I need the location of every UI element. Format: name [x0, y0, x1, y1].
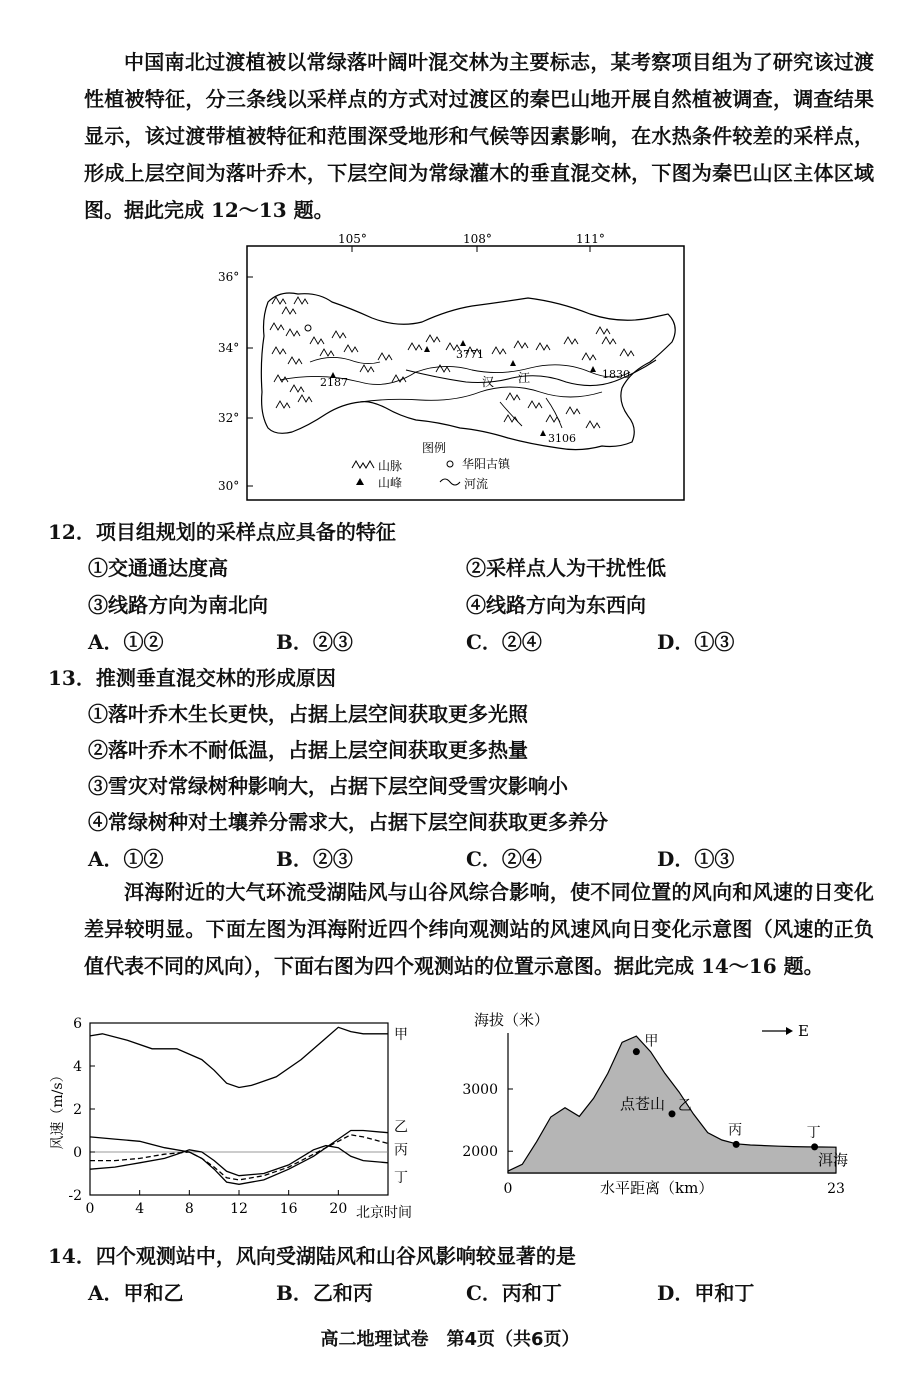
wind-ytick-label: -2: [68, 1188, 82, 1204]
q12-item-1: ①交通通达度高: [88, 556, 228, 580]
station-label-2: 乙: [678, 1097, 692, 1114]
q13-choice-b[interactable]: B．②③: [276, 847, 353, 871]
profile-ylabel: 海拔（米）: [474, 1011, 550, 1029]
intro-paragraph-1: 中国南北过渡植被以常绿落叶阔叶混交林为主要标志，某考察项目组为了研究该过渡性植被特征，分三条线以采样点的方式对过渡区的秦巴山地开展自然植被调查，调查结果显示，该过渡带植被特征和范围深受地形和气候等因素影响，在水热条件较差的采样点，形成上层空间为落叶乔木，下层空间为常绿灌木的垂直混交林，下图为秦巴山区主体区域图。据此完成 12～13 题。: [84, 50, 874, 222]
q12-item-2: ②采样点人为干扰性低: [466, 556, 666, 580]
q14-choice-d[interactable]: D．甲和丁: [657, 1281, 755, 1305]
station-label-3: 丙: [728, 1122, 743, 1139]
q14-choice-a[interactable]: A．甲和乙: [88, 1281, 184, 1305]
mountain-label: 点苍山: [620, 1095, 666, 1113]
station-label-1: 甲: [644, 1033, 659, 1050]
wind-ylabel: 风速（m/s）: [50, 1068, 66, 1150]
q13-item-3: ③雪灾对常绿树种影响大，占据下层空间受雪灾影响小: [88, 774, 568, 798]
lat-32: 32°: [218, 411, 240, 425]
wind-xtick-label: 4: [135, 1201, 145, 1217]
legend-title: 图例: [422, 441, 447, 455]
wind-ytick-label: 0: [73, 1145, 82, 1161]
q12-choice-b[interactable]: B．②③: [276, 630, 353, 654]
map-legend: [352, 440, 511, 491]
wind-ytick-label: 2: [73, 1102, 82, 1118]
q13-item-2: ②落叶乔木不耐低温，占据上层空间获取更多热量: [88, 738, 528, 762]
lon-108: 108°: [463, 232, 492, 246]
q13-item-4: ④常绿树种对土壤养分需求大，占据下层空间获取更多养分: [88, 810, 608, 834]
wind-xlabel: 北京时间: [356, 1205, 412, 1221]
q12-choice-c[interactable]: C．②④: [466, 630, 542, 654]
wind-xtick-label: 12: [230, 1201, 248, 1217]
q14-choice-c[interactable]: C．丙和丁: [466, 1281, 562, 1305]
wind-ytick-label: 6: [73, 1016, 82, 1032]
lat-36: 36°: [218, 270, 240, 284]
legend-peak: 山峰: [378, 476, 403, 490]
direction-label: E: [798, 1022, 809, 1040]
wind-xtick-label: 8: [184, 1201, 194, 1217]
intro-paragraph-2: 洱海附近的大气环流受湖陆风与山谷风综合影响，使不同位置的风向和风速的日变化差异较明显。下面左图为洱海附近四个纬向观测站的风速风向日变化示意图（风速的正负值代表不同的风向），下面右图为四个观测站的位置示意图。据此完成 14～16 题。: [84, 880, 874, 978]
station-label-4: 丁: [806, 1124, 821, 1141]
legend-town: 华阳古镇: [462, 457, 511, 471]
huayang-town-marker: [305, 325, 311, 331]
q14-choice-b[interactable]: B．乙和丙: [276, 1281, 373, 1305]
q12-item-4: ④线路方向为东西向: [466, 593, 646, 617]
profile-xlabel: 水平距离（km）: [600, 1179, 714, 1197]
wind-series-1: [90, 1027, 388, 1087]
peak-2187: 2187: [320, 376, 348, 389]
q12-choice-a[interactable]: A．①②: [88, 630, 164, 654]
legend-river: 河流: [464, 477, 489, 491]
q13-choice-d[interactable]: D．①③: [657, 847, 735, 871]
legend-mountain-range: 山脉: [378, 459, 403, 473]
peak-1830: 1830: [602, 368, 630, 381]
peak-3771: 3771: [456, 348, 484, 361]
q13-choice-a[interactable]: A．①②: [88, 847, 164, 871]
q14-stem: 14．四个观测站中，风向受湖陆风和山谷风影响较显著的是: [48, 1244, 576, 1268]
wind-series-3: [90, 1135, 388, 1180]
q13-item-1: ①落叶乔木生长更快，占据上层空间获取更多光照: [88, 702, 528, 726]
mountain-profile-area: [508, 1033, 836, 1173]
profile-ytick-label: 2000: [462, 1144, 498, 1161]
wind-series-label-4: 丁: [394, 1169, 408, 1186]
station-marker-2: [669, 1110, 676, 1117]
qinba-map: [210, 232, 690, 502]
lat-34: 34°: [218, 341, 240, 355]
station-marker-1: [633, 1048, 640, 1055]
river-label-jiang: 江: [518, 371, 531, 385]
station-marker-4: [811, 1143, 818, 1150]
wind-ytick-label: 4: [73, 1059, 82, 1075]
peak-3106: 3106: [548, 432, 576, 445]
q12-item-3: ③线路方向为南北向: [88, 593, 268, 617]
station-profile-chart: [450, 1005, 870, 1205]
wind-speed-chart: [40, 1005, 440, 1227]
profile-ytick-label: 3000: [462, 1082, 498, 1098]
q13-stem: 13．推测垂直混交林的形成原因: [48, 666, 336, 690]
wind-series-4: [90, 1146, 388, 1176]
lon-105: 105°: [338, 232, 367, 246]
wind-series-label-1: 甲: [394, 1026, 408, 1043]
station-marker-3: [733, 1141, 740, 1148]
river-label-han: 汉: [482, 375, 495, 389]
lake-label: 洱海: [818, 1151, 849, 1169]
q12-choice-d[interactable]: D．①③: [657, 630, 735, 654]
q12-stem: 12．项目组规划的采样点应具备的特征: [48, 520, 396, 544]
q13-choice-c[interactable]: C．②④: [466, 847, 542, 871]
lat-30: 30°: [218, 479, 240, 493]
lon-111: 111°: [576, 232, 605, 246]
wind-xtick-label: 20: [329, 1201, 348, 1217]
wind-xtick-label: 0: [85, 1201, 95, 1217]
profile-xtick-label: 23: [827, 1181, 845, 1197]
wind-series-label-2: 乙: [394, 1119, 408, 1136]
profile-xtick-label: 0: [503, 1181, 513, 1197]
wind-xtick-label: 16: [279, 1201, 298, 1217]
page-footer: 高二地理试卷 第4页（共6页）: [320, 1329, 580, 1350]
wind-series-label-3: 丙: [394, 1142, 408, 1159]
